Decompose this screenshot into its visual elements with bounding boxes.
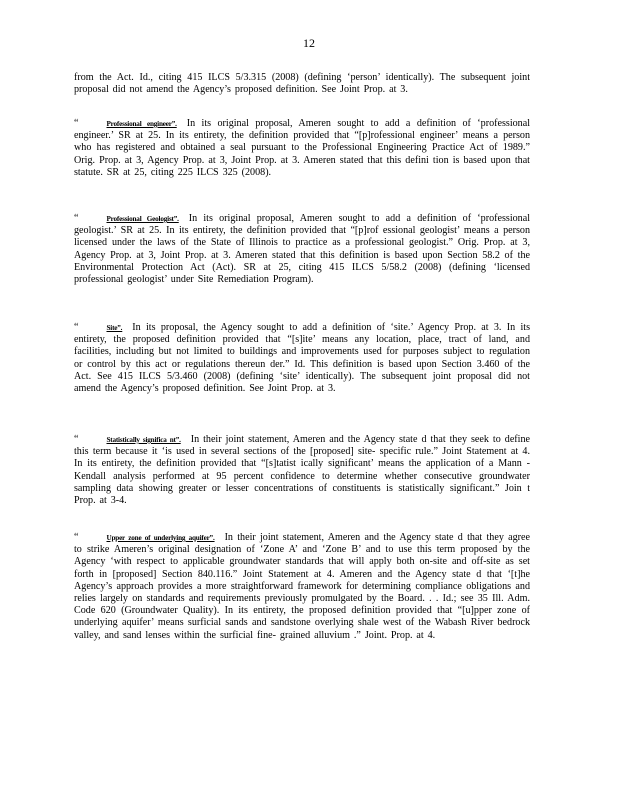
defined-term: Statistically significa nt”.: [106, 436, 181, 444]
defined-term: Upper zone of underlying aquifer”.: [106, 534, 215, 542]
paragraph-professional-engineer: [74, 118, 530, 179]
paragraph-site: [74, 322, 530, 395]
paragraph-upper-zone: [74, 532, 530, 642]
paragraph-text: In its proposal, the Agency sought to add a definition of ‘site.’ Agency Prop. at 3. In its entirety, the proposed definition provided that “[s]ite’ means any location, place, tract of land, and facilities, including but not limited to buildings and improvements used for purposes subject to regulation or control by this act or regulations thereun der.” Id. This definition is based upon Section 3.460 of the Act. See 415 ILCS 5/3.460 (2008) (defining ‘site’ identically). The subsequent joint proposal did not amend the Agency’s proposed definition. See Joint Prop. at 3.: [74, 322, 530, 395]
paragraph-text: In its original proposal, Ameren sought to add a definition of ‘professional engineer.’ SR at 25. In its entirety, the definition provided that “[p]rofessional engineer’ means a person who has registered and obtained a seal pursuant to the Professional Engineering Practice Act of 1989.” Orig. Prop. at 3, Agency Prop. at 3, Joint Prop. at 3. Ameren stated that this defini tion is based upon that statute. SR at 25, citing 225 ILCS 325 (2008).: [74, 118, 531, 178]
quote-mark: “: [74, 532, 79, 543]
quote-mark: “: [74, 322, 79, 333]
quote-mark: “: [74, 434, 79, 445]
quote-mark: “: [74, 213, 79, 224]
defined-term: Professional Geologist”.: [106, 215, 179, 223]
paragraph-text: from the Act. Id., citing 415 ILCS 5/3.315 (2008) (defining ‘person’ identically). The subsequent joint proposal did not amend the Agency’s proposed definition. See Joint Prop. at 3.: [74, 72, 530, 96]
page-number: 12: [303, 36, 315, 50]
quote-mark: “: [74, 118, 79, 129]
paragraph-text: In their joint statement, Ameren and the Agency state d that they seek to define this term because it ‘is used in several sections of the [proposed] site- specific rule.” Joint Statement at 4. In its entirety, the definition provided that “[s]tatist ically significant’ means the application of a Mann - Kendall analysis performed at 95 percent confidence to determine whether consecutive groundwater sampling data showing greater or lesser concentrations of constituents is statistically significant.” Join t Prop. at 3-4.: [74, 434, 530, 507]
paragraph-text: In its original proposal, Ameren sought to add a definition of ‘professional geologist.’ SR at 25. In its entirety, the definition provided that “[p]rof essional geologist’ means a person licensed under the laws of the State of Illinois to practice as a professional geologist.” Orig. Prop. at 3, Agency Prop. at 3, Joint Prop. at 3. Ameren stated that this definition is based upon Section 58.2 of the Environmental Protection Act (Act). SR at 25, citing 415 ILCS 5/58.2 (2008) (defining ‘licensed professional geologist’ under Site Remediation Program).: [74, 213, 530, 286]
paragraph-professional-geologist: [74, 213, 530, 286]
paragraph-text: In their joint statement, Ameren and the Agency state d that they agree to strike Ameren’s original designation of ‘Zone A’ and ‘Zone B’ and to use this term proposed by the Agency ‘with respect to applicable groundwater standards that will apply both on-site and off-site as set forth in [proposed] Section 840.116.” Joint Statement at 4. Ameren and the Agency state d that ‘[t]he Agency’s approach provides a more straightforward framework for determining compliance obligations and relies largely on standards and requirements previously promulgated by the Board. . . Id.; see 35 Ill. Adm. Code 620 (Groundwater Quality). In its entirety, the proposed definition provided that “[u]pper zone of underlying aquifer’ means surficial sands and sandstone overlying shale west of the Wabash River bedrock valley, and sand lenses within the surficial fine- grained alluvium .” Joint. Prop. at 4.: [74, 532, 531, 641]
paragraph-statistically-significant: [74, 434, 530, 507]
defined-term: Professional engineer”.: [106, 120, 177, 128]
defined-term: Site”.: [106, 324, 123, 332]
paragraph-continued: [74, 72, 530, 96]
